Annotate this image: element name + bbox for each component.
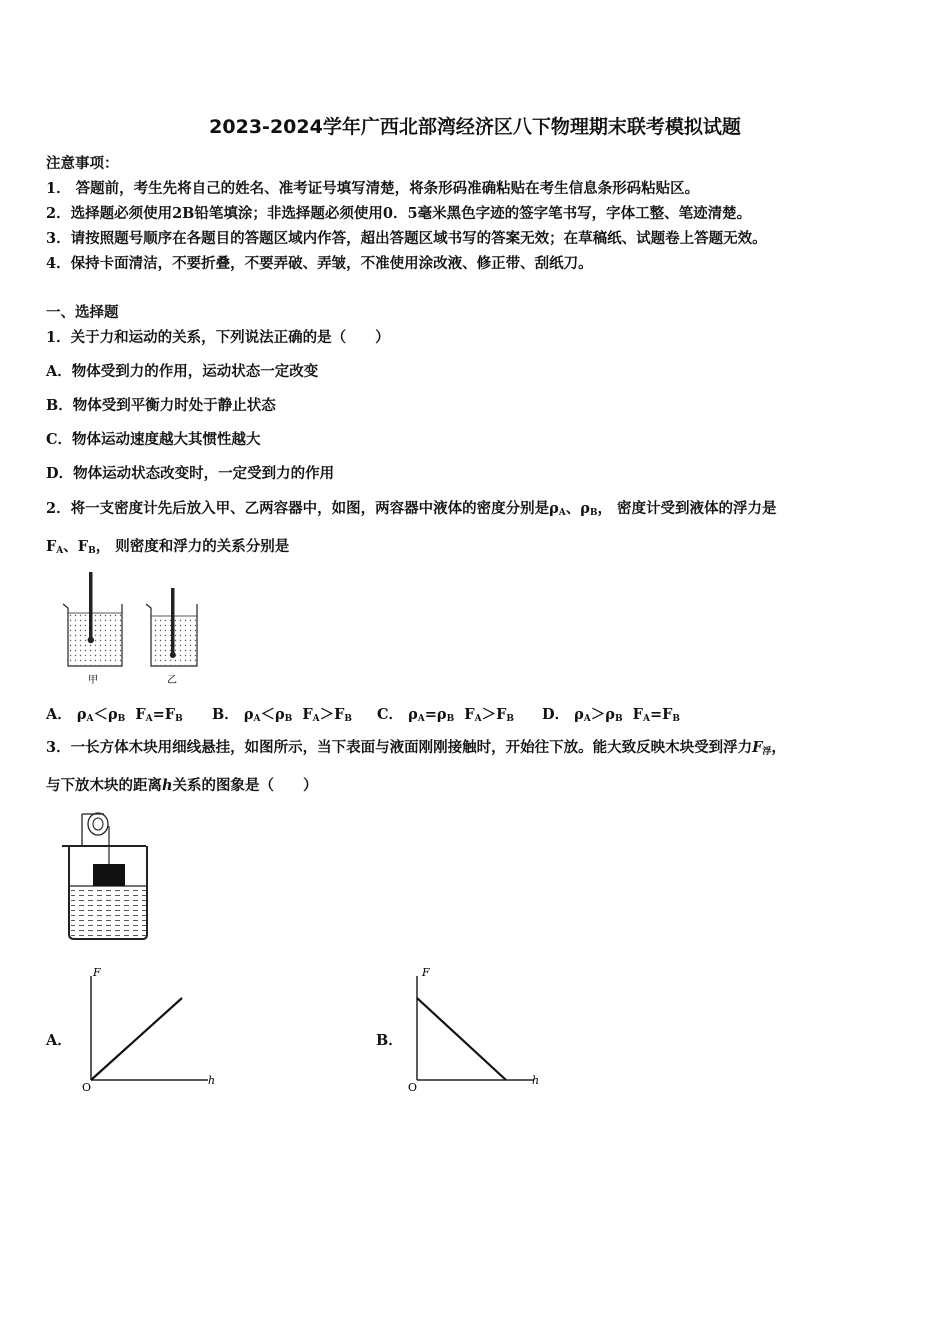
beaker-yi — [146, 588, 197, 666]
question-1-option-d: D．物体运动状态改变时，一定受到力的作用 — [46, 465, 335, 482]
question-1-option-b: B．物体受到平衡力时处于静止状态 — [46, 397, 276, 414]
question-3-option-b-label: B． — [376, 1032, 403, 1049]
question-2-option-c: C． $\rho_A=\rho_B$ $F_A>F_B$ — [377, 706, 514, 724]
wood-block — [93, 864, 125, 886]
question-1-stem: 1．关于力和运动的关系，下列说法正确的是（ ） — [46, 329, 390, 346]
beaker-jia-label: 甲 — [88, 675, 98, 686]
question-2-stem-line2: $F_A$、$F_B$， 则密度和浮力的关系分别是 — [46, 538, 290, 556]
graph-b-origin-label: O — [408, 1081, 418, 1094]
beaker-jia — [63, 572, 122, 666]
wood-block-figure — [60, 808, 155, 944]
question-1-option-c: C．物体运动速度越大其惯性越大 — [46, 431, 261, 448]
graph-a-x-axis-label: h — [208, 1074, 216, 1087]
question-1-option-a: A．物体受到力的作用，运动状态一定改变 — [46, 363, 319, 380]
notice-item-2: 2．选择题必须使用2B铅笔填涂；非选择题必须使用0．5毫米黑色字迹的签字笔书写，字体工整、笔迹清楚。 — [46, 205, 752, 222]
question-3-stem-line1: 3．一长方体木块用细线悬挂，如图所示，当下表面与液面刚刚接触时，开始往下放。能大致反映木块受到浮力$F_浮$， — [46, 739, 786, 757]
graph-a-line — [91, 998, 182, 1080]
question-2-option-a: A． $\rho_A<\rho_B$ $F_A=F_B$ — [46, 706, 183, 724]
notice-heading: 注意事项： — [46, 155, 119, 172]
graph-a-origin-label: O — [82, 1081, 92, 1094]
question-3-stem-line2: 与下放木块的距离h关系的图象是（ ） — [46, 777, 318, 794]
notice-item-1: 1． 答题前，考生先将自己的姓名、准考证号填写清楚，将条形码准确粘贴在考生信息条形码粘贴区。 — [46, 180, 700, 197]
graph-b-x-axis-label: h — [532, 1074, 540, 1087]
container — [62, 846, 147, 939]
question-2-option-d: D． $\rho_A>\rho_B$ $F_A=F_B$ — [542, 706, 680, 724]
section-heading: 一、选择题 — [46, 304, 119, 321]
graph-b-y-axis-label: F — [422, 966, 430, 979]
graph-b-line — [417, 998, 506, 1080]
hydrometer-figure — [58, 568, 208, 690]
notice-item-3: 3．请按照题号顺序在各题目的答题区域内作答，超出答题区域书写的答案无效；在草稿纸、试题卷上答题无效。 — [46, 230, 767, 247]
pulley — [82, 813, 109, 864]
graph-option-b — [404, 964, 549, 1094]
question-2-stem-line1: 2．将一支密度计先后放入甲、乙两容器中，如图，两容器中液体的密度分别是$\rho_A$、$\rho_B$， 密度计受到液体的浮力是 — [46, 500, 777, 518]
question-2-option-b: B． $\rho_A<\rho_B$ $F_A>F_B$ — [212, 706, 353, 724]
notice-item-4: 4．保持卡面清洁，不要折叠，不要弄破、弄皱，不准使用涂改液、修正带、刮纸刀。 — [46, 255, 593, 272]
graph-a-y-axis-label: F — [93, 966, 101, 979]
beaker-yi-label: 乙 — [167, 675, 177, 686]
question-3-option-a-label: A． — [46, 1032, 72, 1049]
graph-option-a — [78, 964, 223, 1094]
page-title: 2023-2024学年广西北部湾经济区八下物理期末联考模拟试题 — [209, 116, 741, 138]
